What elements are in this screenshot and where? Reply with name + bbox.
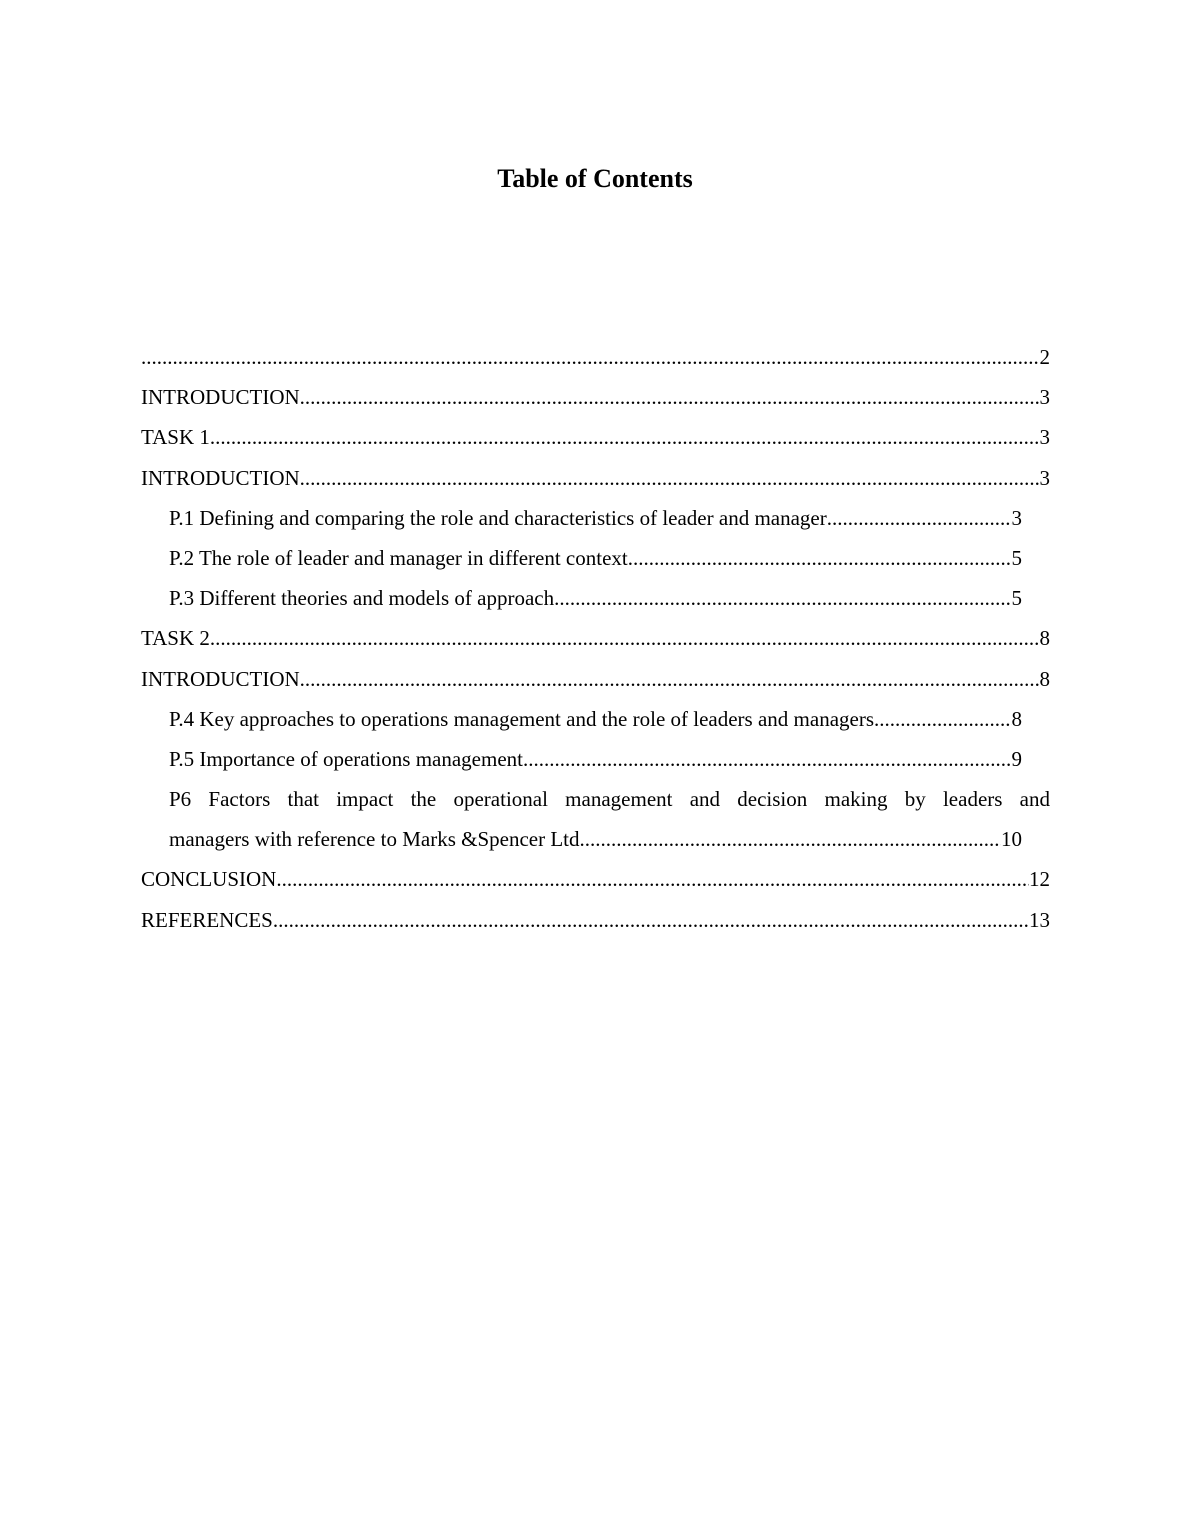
dot-leader <box>210 618 1040 658</box>
dot-leader <box>300 377 1040 417</box>
dot-leader <box>141 337 1040 377</box>
toc-entry-p2[interactable] <box>169 538 1022 578</box>
toc-entry-p3[interactable] <box>169 578 1022 618</box>
dot-leader <box>874 699 1012 739</box>
toc-entry-label: P.3 Different theories and models of approach <box>169 586 555 611</box>
toc-entry-page: 3 <box>1039 425 1050 450</box>
dot-leader <box>523 739 1012 779</box>
page-title: Table of Contents <box>497 164 693 193</box>
toc-entry-page: 12 <box>1029 867 1050 892</box>
toc-entry-label: P.2 The role of leader and manager in different context <box>169 545 628 570</box>
toc-entry-introduction-task-2[interactable] <box>141 659 1050 699</box>
toc-entry-page: 2 <box>1039 345 1050 369</box>
toc-entry-conclusion[interactable] <box>141 859 1050 899</box>
toc-entry-p4[interactable] <box>169 699 1022 739</box>
dot-leader <box>210 417 1040 457</box>
toc-entry-label-line2: managers with reference to Marks &Spencer Ltd <box>169 827 580 852</box>
toc-entry-page: 3 <box>1039 465 1050 490</box>
toc-entry-label-line1: P6 Factors that impact the operational management and decision making by leaders and <box>169 787 1050 812</box>
toc-entry-page: 5 <box>1011 586 1022 611</box>
toc-entry-line2 <box>169 819 1022 859</box>
toc-entry-label: P.4 Key approaches to operations management and the role of leaders and managers <box>169 706 874 731</box>
toc-entry-label: P.5 Importance of operations management <box>169 746 523 771</box>
toc-entry-references[interactable] <box>141 900 1050 940</box>
dot-leader <box>580 819 1001 859</box>
dot-leader <box>628 538 1012 578</box>
toc-entry-introduction[interactable] <box>141 377 1050 417</box>
toc-entry-introduction-task-1[interactable] <box>141 458 1050 498</box>
toc-entry-label: CONCLUSION <box>141 867 277 892</box>
toc-entry-page: 10 <box>1001 827 1022 852</box>
toc-entry-label: REFERENCES <box>141 907 273 932</box>
dot-leader <box>827 498 1012 538</box>
dot-leader <box>300 458 1040 498</box>
toc-entry-task-1[interactable] <box>141 417 1050 457</box>
dot-leader <box>300 659 1040 699</box>
dot-leader <box>554 578 1011 618</box>
dot-leader <box>273 900 1029 940</box>
toc-entry-label: INTRODUCTION <box>141 385 300 410</box>
toc-entry-p6[interactable] <box>169 779 1050 859</box>
toc-entry-page: 13 <box>1029 907 1050 932</box>
toc-entry-p1[interactable] <box>169 498 1022 538</box>
toc-entry-unnamed[interactable] <box>141 337 1050 377</box>
toc-entry-page: 3 <box>1039 385 1050 410</box>
toc-entry-page: 9 <box>1011 746 1022 771</box>
toc-entry-task-2[interactable] <box>141 618 1050 658</box>
toc-entry-label: P.1 Defining and comparing the role and characteristics of leader and manager <box>169 505 827 530</box>
toc-entry-p5[interactable] <box>169 739 1022 779</box>
toc-entry-page: 3 <box>1011 505 1022 530</box>
toc-entry-page: 8 <box>1039 666 1050 691</box>
toc-entry-page: 8 <box>1039 626 1050 651</box>
dot-leader <box>276 859 1029 899</box>
toc-entry-page: 5 <box>1011 545 1022 570</box>
table-of-contents <box>141 337 1050 940</box>
toc-entry-label: TASK 2 <box>141 626 210 651</box>
toc-entry-label: INTRODUCTION <box>141 666 300 691</box>
toc-entry-label: TASK 1 <box>141 425 210 450</box>
toc-entry-page: 8 <box>1011 706 1022 731</box>
toc-entry-label: INTRODUCTION <box>141 465 300 490</box>
